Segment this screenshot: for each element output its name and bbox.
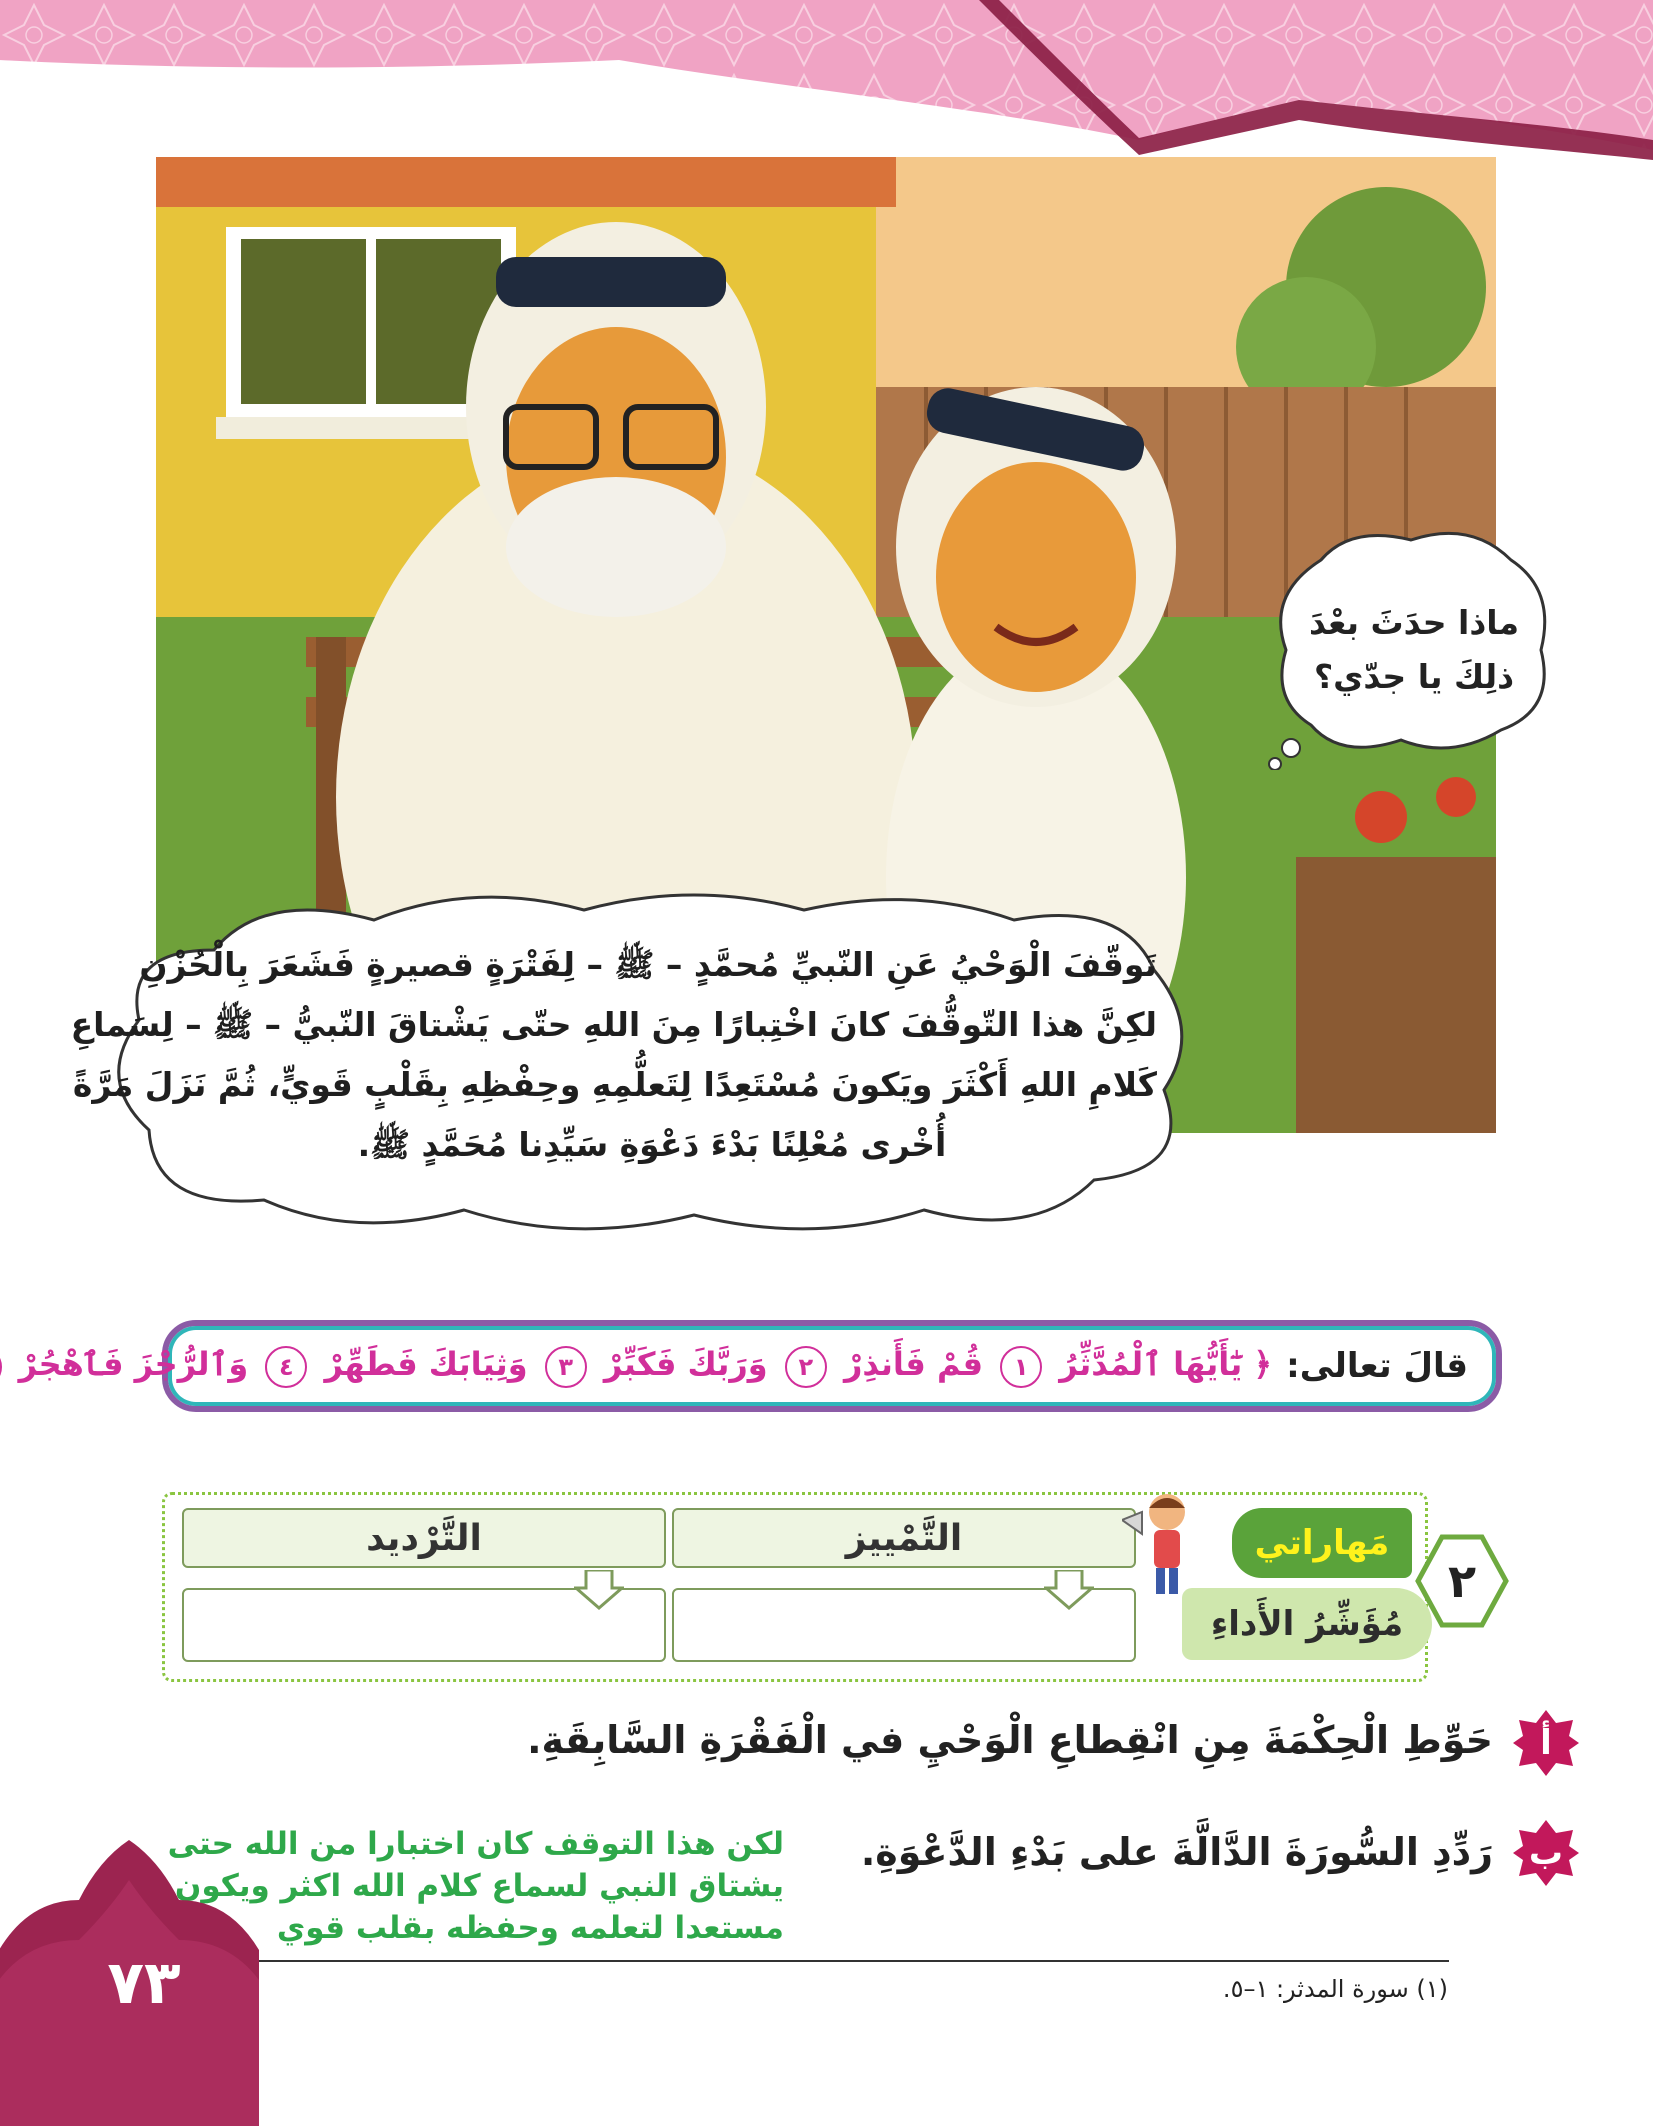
footnote: (١) سورة المدثر: ١–٥. bbox=[1223, 1975, 1449, 2003]
verse-number-4: ٤ bbox=[266, 1346, 308, 1388]
verse-segment-1: يَٰٓأَيُّهَا ٱلْمُدَّثِّرُ bbox=[1060, 1344, 1244, 1383]
boy-line-1: ماذا حدَثَ بعْدَ bbox=[1309, 602, 1521, 642]
question-a-letter: أ bbox=[1541, 1723, 1553, 1763]
arrow-down-icon bbox=[575, 1570, 625, 1610]
column-repeat-header: التَّرْديد bbox=[183, 1508, 667, 1568]
grandpa-speech-text bbox=[71, 935, 1158, 1175]
boy-line-2: ذلِكَ يا جدّي؟ bbox=[1314, 657, 1516, 696]
my-skills-label: مَهاراتي bbox=[1233, 1508, 1413, 1578]
student-answer[interactable]: لكن هذا التوقف كان اختبارا من الله حتى يشتاق النبي لسماع كلام الله اكثر ويكون مستعدا لتعلمه وحفظه بقلب قوي bbox=[168, 1826, 785, 1946]
question-a-badge bbox=[1512, 1708, 1582, 1778]
column-distinguish-header: التَّمْييز bbox=[673, 1508, 1137, 1568]
section-number-text: ٢ bbox=[1448, 1554, 1478, 1608]
verse-open-bracket: ﴿ bbox=[1254, 1344, 1274, 1383]
question-b-letter: ب bbox=[1529, 1833, 1565, 1873]
verse-number-1: ١ bbox=[1001, 1346, 1043, 1388]
verse-intro: قالَ تعالى: bbox=[1287, 1346, 1469, 1386]
grandpa-line-1: تَوقّفَ الْوَحْيُ عَنِ النّبيِّ مُحمَّدٍ – ﷺ – لِفَتْرَةٍ قصيرةٍ فَشَعَرَ بِالْحُزْنِ bbox=[140, 945, 1158, 984]
question-b-badge bbox=[1512, 1818, 1582, 1888]
verse-number-2: ٢ bbox=[786, 1346, 828, 1388]
page-number: ٧٣ bbox=[108, 1948, 182, 2018]
column-distinguish-cell[interactable] bbox=[673, 1588, 1137, 1662]
verse-segment-3: وَرَبَّكَ فَكَبِّرْ bbox=[604, 1344, 769, 1383]
question-b-text: رَدِّدِ السُّورَةَ الدَّالَّةَ على بَدْءِ الدَّعْوَةِ. bbox=[861, 1830, 1494, 1874]
verse-text bbox=[0, 1345, 1273, 1388]
performance-indicator-label: مُؤَشِّرُ الأَداءِ bbox=[1183, 1588, 1433, 1660]
verse-segment-5: وَٱلرُّجْزَ فَٱهْجُرْ bbox=[19, 1344, 250, 1383]
arrow-down-icon bbox=[1045, 1570, 1095, 1610]
answer-underline bbox=[208, 1960, 1450, 1962]
verse-number-5 bbox=[0, 1346, 3, 1388]
grandpa-line-2: لكِنَّ هذا التّوقُّفَ كانَ اخْتِبارًا مِنَ اللهِ حتّى يَشْتاقَ النّبيُّ – ﷺ – لِسَماعِ bbox=[71, 1005, 1158, 1044]
column-repeat-cell[interactable] bbox=[183, 1588, 667, 1662]
grandpa-line-4: أُخْرى مُعْلِنًا بَدْءَ دَعْوَةِ سَيِّدِنا مُحَمَّدٍ ﷺ. bbox=[358, 1125, 948, 1164]
section-number bbox=[1415, 1533, 1511, 1629]
verse-number-3: ٣ bbox=[546, 1346, 588, 1388]
quran-verse-box bbox=[19, 1320, 1503, 1412]
verse-segment-2: قُمْ فَأَنذِرْ bbox=[844, 1344, 985, 1383]
skills-section bbox=[163, 1478, 1503, 1688]
grandpa-line-3: كَلامِ اللهِ أَكْثَرَ ويَكونَ مُسْتَعِدًا لِتَعلُّمِهِ وحِفْظِهِ بِقَلْبٍ قَويٍّ، ثُمَّ نَزَلَ مَرَّةً bbox=[73, 1065, 1158, 1104]
boy-speech-text bbox=[1290, 555, 1540, 745]
boy-megaphone-icon bbox=[1123, 1490, 1203, 1600]
question-a-text: حَوِّطِ الْحِكْمَةَ مِنِ انْقِطاعِ الْوَحْيِ في الْفَقْرَةِ السَّابِقَةِ. bbox=[528, 1718, 1494, 1762]
verse-segment-4: وَثِيَابَكَ فَطَهِّرْ bbox=[325, 1344, 529, 1383]
